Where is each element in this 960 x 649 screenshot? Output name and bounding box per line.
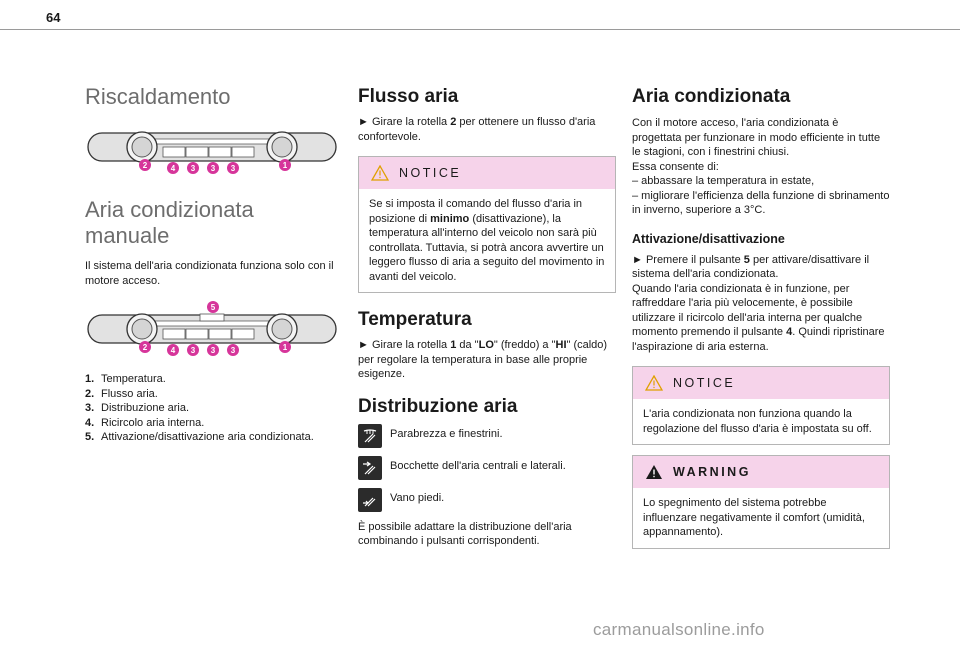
temperature-instruction: ► Girare la rotella 1 da "LO" (freddo) a "HI" (caldo) per regolare la temperatura in base alle proprie esigenze. bbox=[358, 339, 608, 380]
distribution-note: È possibile adattare la distribuzione dell'aria combinando i pulsanti corrispondenti. bbox=[358, 520, 572, 547]
warning-body: Lo spegnimento del sistema potrebbe influenzare negativamente il comfort (umidità, appannamento). bbox=[643, 497, 865, 538]
heading-air-conditioning: Aria condizionata bbox=[632, 86, 791, 107]
warning-header bbox=[633, 456, 889, 488]
heading-activation: Attivazione/disattivazione bbox=[632, 231, 785, 246]
windscreen-demist-icon bbox=[358, 424, 382, 448]
footwell-icon bbox=[358, 488, 382, 512]
badge-3c: 3 bbox=[230, 164, 236, 173]
list-item: 3. Distribuzione aria. bbox=[85, 402, 190, 414]
distribution-list bbox=[358, 424, 616, 512]
left-column bbox=[85, 40, 337, 445]
notice-warning-icon bbox=[371, 165, 389, 181]
badge-1: 1 bbox=[282, 161, 288, 170]
list-item: 5. Attivazione/disattivazione aria condizionata. bbox=[85, 431, 314, 443]
notice-header bbox=[359, 157, 615, 189]
notice-header bbox=[633, 367, 889, 399]
warning-title: WARNING bbox=[673, 465, 751, 479]
list-item: 1. Temperatura. bbox=[85, 373, 166, 385]
heading-heating: Riscaldamento bbox=[85, 84, 231, 109]
ac-description: Con il motore acceso, l'aria condizionata è progettata per funzionare in modo efficiente in tutte le stagioni, con i finestrini chiusi. Essa consente di: – abbassare la temperatura in estate, – migliorare l'efficienza della funzione di sbrinamento in inverno, superiore a 3°C. bbox=[632, 117, 890, 216]
activation-instruction: ► Premere il pulsante 5 per attivare/disattivare il sistema dell'aria condizionata. Quando l'aria condizionata è in funzione, per raffreddare l'aria più velocemente, è possibile utilizzare il ricircolo dell'aria interna per qualche momento premendo il pulsante 4. Quindi ripristinare l'aspirazione di aria esterna. bbox=[632, 253, 885, 353]
badge-2: 2 bbox=[142, 343, 148, 352]
notice-title: NOTICE bbox=[399, 166, 462, 180]
notice-box-ac bbox=[632, 366, 890, 445]
list-item: 2. Flusso aria. bbox=[85, 387, 158, 400]
heading-ac-line1: Aria condizionata bbox=[85, 197, 254, 222]
warning-box bbox=[632, 455, 890, 549]
badge-1: 1 bbox=[282, 343, 288, 352]
watermark: carmanualsonline.info bbox=[593, 620, 765, 639]
middle-column bbox=[358, 40, 616, 549]
notice-title: NOTICE bbox=[673, 376, 736, 390]
badge-4: 4 bbox=[170, 164, 176, 173]
notice-warning-icon bbox=[645, 375, 663, 391]
face-vents-icon bbox=[358, 456, 382, 480]
notice-box-flow bbox=[358, 156, 616, 293]
list-item: Vano piedi. bbox=[358, 488, 616, 512]
heading-ac-manual bbox=[85, 197, 337, 249]
badge-3a: 3 bbox=[190, 346, 196, 355]
list-item: Bocchette dell'aria centrali e laterali. bbox=[358, 456, 616, 480]
badge-3b: 3 bbox=[210, 164, 216, 173]
badge-4: 4 bbox=[170, 346, 176, 355]
page-number: 64 bbox=[46, 10, 61, 25]
list-item: Parabrezza e finestrini. bbox=[358, 424, 616, 448]
list-item: 4. Ricircolo aria interna. bbox=[85, 416, 205, 429]
warning-icon bbox=[645, 464, 663, 480]
heading-air-flow: Flusso aria bbox=[358, 86, 459, 107]
badge-3b: 3 bbox=[210, 346, 216, 355]
notice-body: L'aria condizionata non funziona quando la regolazione del flusso d'aria è impostata su off. bbox=[643, 408, 872, 435]
right-column bbox=[632, 40, 890, 549]
badge-3a: 3 bbox=[190, 164, 196, 173]
ac-intro: Il sistema dell'aria condizionata funziona solo con il motore acceso. bbox=[85, 260, 334, 287]
flow-instruction: ► Girare la rotella 2 per ottenere un flusso d'aria confortevole. bbox=[358, 116, 596, 143]
badge-5: 5 bbox=[210, 303, 216, 312]
control-list bbox=[85, 372, 337, 445]
control-panel-ac bbox=[87, 300, 337, 358]
heading-temperature: Temperatura bbox=[358, 309, 472, 330]
badge-2: 2 bbox=[142, 161, 148, 170]
top-rule bbox=[0, 29, 960, 30]
notice-body: Se si imposta il comando del flusso d'aria in posizione di minimo (disattivazione), la temperatura all'interno del veicolo non sarà più controllata. Tuttavia, si potrà ancora avvertire un leggero flusso di aria a seguito del movimento in avanti del veicolo. bbox=[369, 198, 605, 283]
heading-ac-line2: manuale bbox=[85, 223, 170, 248]
badge-3c: 3 bbox=[230, 346, 236, 355]
heading-air-distribution: Distribuzione aria bbox=[358, 395, 518, 417]
control-panel-heating bbox=[87, 127, 337, 173]
